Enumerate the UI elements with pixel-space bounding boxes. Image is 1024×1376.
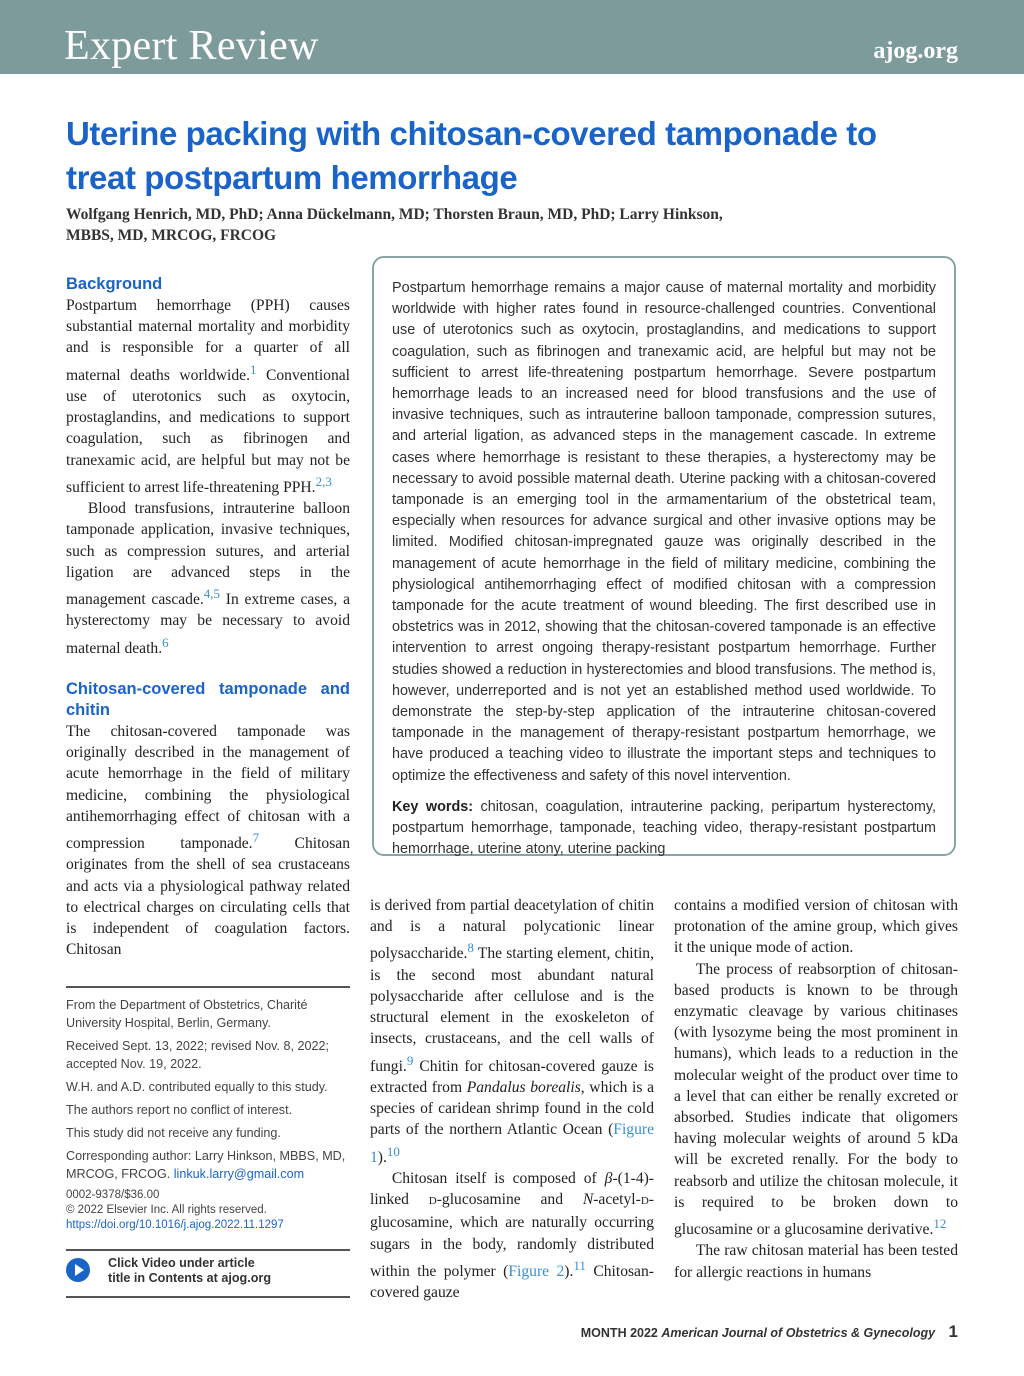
header-band <box>0 0 1024 74</box>
background-heading: Background <box>66 275 163 293</box>
video-note-line2: title in Contents at ajog.org <box>108 1271 272 1285</box>
middle-paragraph-2: Chitosan itself is composed of β-(1-4)-linked D-glucosamine and N-acetyl-D-glucosamine, which are naturally occurring sugars in the body, randomly distributed within the polymer (Figure 2).$^{11}$ Chitosan-covered gauze <box>370 1170 654 1302</box>
page-footer <box>581 1322 958 1342</box>
author-list: Wolfgang Henrich, MD, PhD; Anna Dückelmann, MD; Thorsten Braun, MD, PhD; Larry Hinkson, MBBS, MD, MRCOG, FRCOG <box>66 206 723 244</box>
left-column <box>66 274 350 960</box>
footer-journal: American Journal of Obstetrics & Gynecology <box>661 1326 936 1340</box>
keywords: Key words: chitosan, coagulation, intrauterine packing, peripartum hysterectomy, postpartum hemorrhage, tamponade, teaching video, therapy-resistant postpartum hemorrhage, uterine atony, uterine packing <box>392 798 936 858</box>
affiliation-funding: This study did not receive any funding. <box>66 1126 281 1140</box>
corresponding-author: Corresponding author: Larry Hinkson, MBBS, MD, MRCOG, FRCOG. linkuk.larry@gmail.com <box>66 1149 346 1181</box>
right-paragraph-2: The process of reabsorption of chitosan-based products is known to be through enzymatic cleavage by various chitinases (with lysozyme being the most prominent in humans), which leads to a reduction in the molecular weight of the product over time to a level that can either be renally excreted or absorbed. Studies indicate that oligomers having molecular weights of around 5 kDa will be excreted renally. For the body to reabsorb and utilize the chitosan molecule, it is required to be broken down to glucosamine or a glucosamine derivative.$^{12}$ <box>674 960 958 1239</box>
copyright: © 2022 Elsevier Inc. All rights reserved. <box>66 1204 267 1216</box>
keywords-label: Key words: <box>392 798 474 815</box>
affiliation-conflict: The authors report no conflict of interest. <box>66 1103 293 1117</box>
citation-link[interactable]: 8 <box>467 940 474 956</box>
video-rule-bottom <box>66 1296 350 1298</box>
affiliation-dept: From the Department of Obstetrics, Charité University Hospital, Berlin, Germany. <box>66 998 308 1030</box>
figure-2-link[interactable]: Figure 2 <box>508 1263 565 1280</box>
footer-issue: MONTH 2022 <box>580 1326 658 1340</box>
video-callout[interactable] <box>66 1254 350 1294</box>
right-paragraph-1: contains a modified version of chitosan with protonation of the amine group, which gives it the unique mode of action. <box>674 897 958 957</box>
background-paragraph-1: Postpartum hemorrhage (PPH) causes substantial maternal mortality and morbidity and is responsible for a quarter of all maternal deaths worldwide.$^1$ Conventional use of uterotonics such as oxytocin, prostaglandins, and medications to support coagulation, such as fibrinogen and tranexamic acid, are helpful but may not be sufficient to arrest life-threatening PPH.$^{2,3}$ <box>66 297 351 496</box>
site-link[interactable]: ajog.org <box>873 38 958 64</box>
section-label: Expert Review <box>64 23 319 69</box>
background-paragraph-2: Blood transfusions, intrauterine balloon tamponade application, invasive techniques, such as compression sutures, and arterial ligation are advanced steps in the management cascade.$^{4,5}$ In extreme cases, a hysterectomy may be necessary to avoid maternal death.$^6$ <box>66 500 350 657</box>
citation-link[interactable]: 6 <box>162 634 169 650</box>
affiliation-rule <box>66 986 350 988</box>
citation-link[interactable]: 12 <box>933 1216 947 1232</box>
citation-link[interactable]: 2,3 <box>315 473 332 489</box>
figure-1-link[interactable]: Figure 1 <box>370 1121 654 1166</box>
affiliation-block <box>66 996 350 1233</box>
chitosan-paragraph: The chitosan-covered tamponade was originally described in the management of acute hemorrhage in the field of military medicine, combining the physiological antihemorrhaging effect of chitosan with a compression tamponade.$^7$ Chitosan originates from the shell of sea crustaceans and acts via a physiological pathway related to electrical charges on circulating cells that is independent of coagulation factors. Chitosan <box>66 723 350 959</box>
citation-link[interactable]: 11 <box>573 1257 586 1273</box>
abstract-box <box>372 256 956 856</box>
affiliation-dates: Received Sept. 13, 2022; revised Nov. 8, 2022; accepted Nov. 19, 2022. <box>66 1039 329 1071</box>
citation-link[interactable]: 10 <box>386 1143 400 1159</box>
email-link[interactable]: linkuk.larry@gmail.com <box>173 1167 305 1181</box>
affiliation-contrib: W.H. and A.D. contributed equally to this study. <box>66 1080 328 1094</box>
citation-link[interactable]: 1 <box>249 361 257 377</box>
play-icon[interactable] <box>66 1258 90 1282</box>
citation-link[interactable]: 9 <box>406 1052 414 1068</box>
doi-link[interactable]: https://doi.org/10.1016/j.ajog.2022.11.1297 <box>66 1219 284 1231</box>
article-title: Uterine packing with chitosan-covered tamponade to treat postpartum hemorrhage <box>66 115 877 196</box>
video-note-line1: Click Video under article <box>108 1256 255 1270</box>
right-paragraph-3: The raw chitosan material has been tested for allergic reactions in humans <box>674 1242 958 1281</box>
middle-column <box>370 895 654 1303</box>
citation-link[interactable]: 7 <box>252 830 260 846</box>
right-column <box>674 895 958 1283</box>
middle-paragraph-1: is derived from partial deacetylation of chitin and is a natural polycationic linear polysaccharide.$^8$ The starting element, chitin, is the second most abundant natural polysaccharide after cellulose and is the structural element in the exoskeleton of insects, crustaceans, and the cell walls of fungi.$^9$ Chitin for chitosan-covered gauze is extracted from Pandalus borealis, which is a species of caridean shrimp found in the cold parts of the northern Atlantic Ocean (Figure 1).$^{10}$ <box>370 897 654 1166</box>
chitosan-heading: Chitosan-covered tamponade and chitin <box>66 680 350 719</box>
citation-link[interactable]: 4,5 <box>203 586 221 602</box>
abstract-text: Postpartum hemorrhage remains a major cause of maternal mortality and morbidity worldwide with higher rates found in resource-challenged countries. Conventional use of uterotonics such as oxytocin, prostaglandins, and medications to support coagulation, such as fibrinogen and tranexamic acid, are helpful but may not be sufficient to arrest life-threatening postpartum hemorrhage. Severe postpartum hemorrhage leads to an increased need for blood transfusions and the use of invasive techniques, such as intrauterine balloon tamponade, compression sutures, and arterial ligation, as advanced steps in the management cascade. In extreme cases where hemorrhage is resistant to these therapies, a hysterectomy may be necessary to avoid possible maternal death. Uterine packing with a chitosan-covered tamponade is an emerging tool in the armamentarium of the obstetrical team, especially when resources for advance surgical and other invasive options may be limited. Modified chitosan-impregnated gauze was originally described in the management of acute hemorrhage in the field of military medicine, combining the physiological antihemorrhaging effect of modified chitosan with a compression tamponade for the acute treatment of wound bleeding. The first described use in obstetrics was in 2012, showing that the chitosan-covered tamponade is an effective intervention to arrest ongoing therapy-resistant postpartum hemorrhage. Further studies showed a reduction in hysterectomies and blood transfusions. The method is, however, underreported and is not yet an established method used worldwide. To demonstrate the step-by-step application of the intrauterine chitosan-covered tamponade in the management of therapy-resistant postpartum hemorrhage, we have produced a teaching video to illustrate the important steps and techniques to optimize the effectiveness and safety of this novel intervention. <box>392 280 936 784</box>
issn: 0002-9378/$36.00 <box>66 1189 160 1201</box>
video-rule <box>66 1249 350 1251</box>
page-number: 1 <box>948 1322 958 1341</box>
